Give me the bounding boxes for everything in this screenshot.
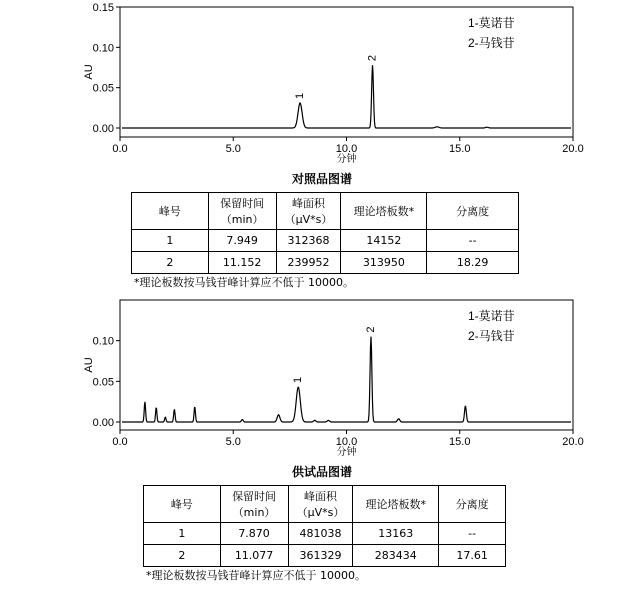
- legend-entry: 1-莫诺苷: [468, 16, 515, 30]
- peak-label: 1: [294, 92, 307, 99]
- cell-retention-time: 7.870: [220, 523, 288, 545]
- header-retention-time: 保留时间 （min）: [208, 193, 276, 230]
- cell-theoretical-plates: 283434: [353, 545, 439, 567]
- reference-chromatogram: [0, 0, 620, 170]
- reference-results-table: [131, 192, 519, 274]
- x-tick-label: 0.0: [112, 436, 128, 448]
- y-axis-label: AU: [83, 357, 95, 373]
- cell-peak-area: 361329: [288, 545, 353, 567]
- cell-resolution: 17.61: [439, 545, 506, 567]
- header-peak-no: 峰号: [132, 193, 209, 230]
- reference-table-note: *理论板数按马钱苷峰计算应不低于 10000。: [134, 276, 354, 289]
- cell-peak-no: 2: [144, 545, 221, 567]
- x-tick-label: 0.0: [112, 143, 128, 155]
- x-tick-label: 20.0: [562, 436, 584, 448]
- x-tick-label: 20.0: [562, 143, 584, 155]
- cell-peak-area: 312368: [276, 230, 341, 252]
- peak-label: 1: [292, 376, 305, 384]
- x-tick-label: 5.0: [225, 143, 241, 155]
- table-row: [132, 252, 519, 274]
- header-peak-no: 峰号: [144, 486, 221, 523]
- table-row: [144, 523, 506, 545]
- cell-peak-no: 1: [132, 230, 209, 252]
- reference-chart-title: 对照品图谱: [292, 172, 353, 186]
- y-tick-label: 0.10: [92, 42, 114, 55]
- header-theoretical-plates: 理论塔板数*: [341, 193, 427, 230]
- y-tick-label: 0.05: [92, 376, 114, 389]
- sample-results-table: [143, 485, 506, 567]
- y-tick-label: 0.00: [92, 123, 114, 135]
- x-axis-label: 分钟: [336, 447, 357, 458]
- cell-peak-no: 2: [132, 252, 209, 274]
- legend-entry: 2-马钱苷: [468, 329, 515, 343]
- x-tick-label: 5.0: [225, 436, 241, 448]
- sample-chromatogram: [0, 290, 620, 460]
- chromatogram-trace: [122, 337, 571, 422]
- table-header-row: [132, 193, 519, 230]
- y-tick-label: 0.05: [92, 82, 114, 95]
- header-retention-time: 保留时间 （min）: [220, 486, 288, 523]
- cell-theoretical-plates: 14152: [341, 230, 427, 252]
- cell-resolution: 18.29: [427, 252, 519, 274]
- x-tick-label: 15.0: [449, 143, 471, 155]
- cell-resolution: --: [439, 523, 506, 545]
- sample-chart-title: 供试品图谱: [292, 465, 353, 479]
- chromatogram-trace: [122, 65, 571, 128]
- cell-peak-area: 481038: [288, 523, 353, 545]
- peak-label: 2: [366, 54, 379, 62]
- sample-table-note: *理论板数按马钱苷峰计算应不低于 10000。: [146, 569, 366, 582]
- x-tick-label: 15.0: [449, 436, 471, 448]
- y-tick-label: 0.10: [92, 335, 114, 348]
- y-tick-label: 0.00: [92, 417, 114, 429]
- header-resolution: 分离度: [439, 486, 506, 523]
- cell-retention-time: 11.152: [208, 252, 276, 274]
- header-peak-area: 峰面积 （μV*s）: [288, 486, 353, 523]
- peak-label: 2: [364, 326, 377, 333]
- table-header-row: [144, 486, 506, 523]
- legend-entry: 1-莫诺苷: [468, 309, 515, 323]
- cell-theoretical-plates: 313950: [341, 252, 427, 274]
- legend-entry: 2-马钱苷: [468, 36, 515, 50]
- table-row: [132, 230, 519, 252]
- header-theoretical-plates: 理论塔板数*: [353, 486, 439, 523]
- header-peak-area: 峰面积 （μV*s）: [276, 193, 341, 230]
- y-tick-label: 0.15: [92, 2, 114, 14]
- cell-peak-no: 1: [144, 523, 221, 545]
- x-axis-label: 分钟: [336, 154, 357, 165]
- x-tick-label: 10.0: [335, 436, 358, 448]
- cell-retention-time: 7.949: [208, 230, 276, 252]
- x-tick-label: 10.0: [335, 143, 358, 155]
- header-resolution: 分离度: [427, 193, 519, 230]
- y-axis-label: AU: [83, 64, 95, 80]
- cell-peak-area: 239952: [276, 252, 341, 274]
- cell-resolution: --: [427, 230, 519, 252]
- cell-retention-time: 11.077: [220, 545, 288, 567]
- cell-theoretical-plates: 13163: [353, 523, 439, 545]
- table-row: [144, 545, 506, 567]
